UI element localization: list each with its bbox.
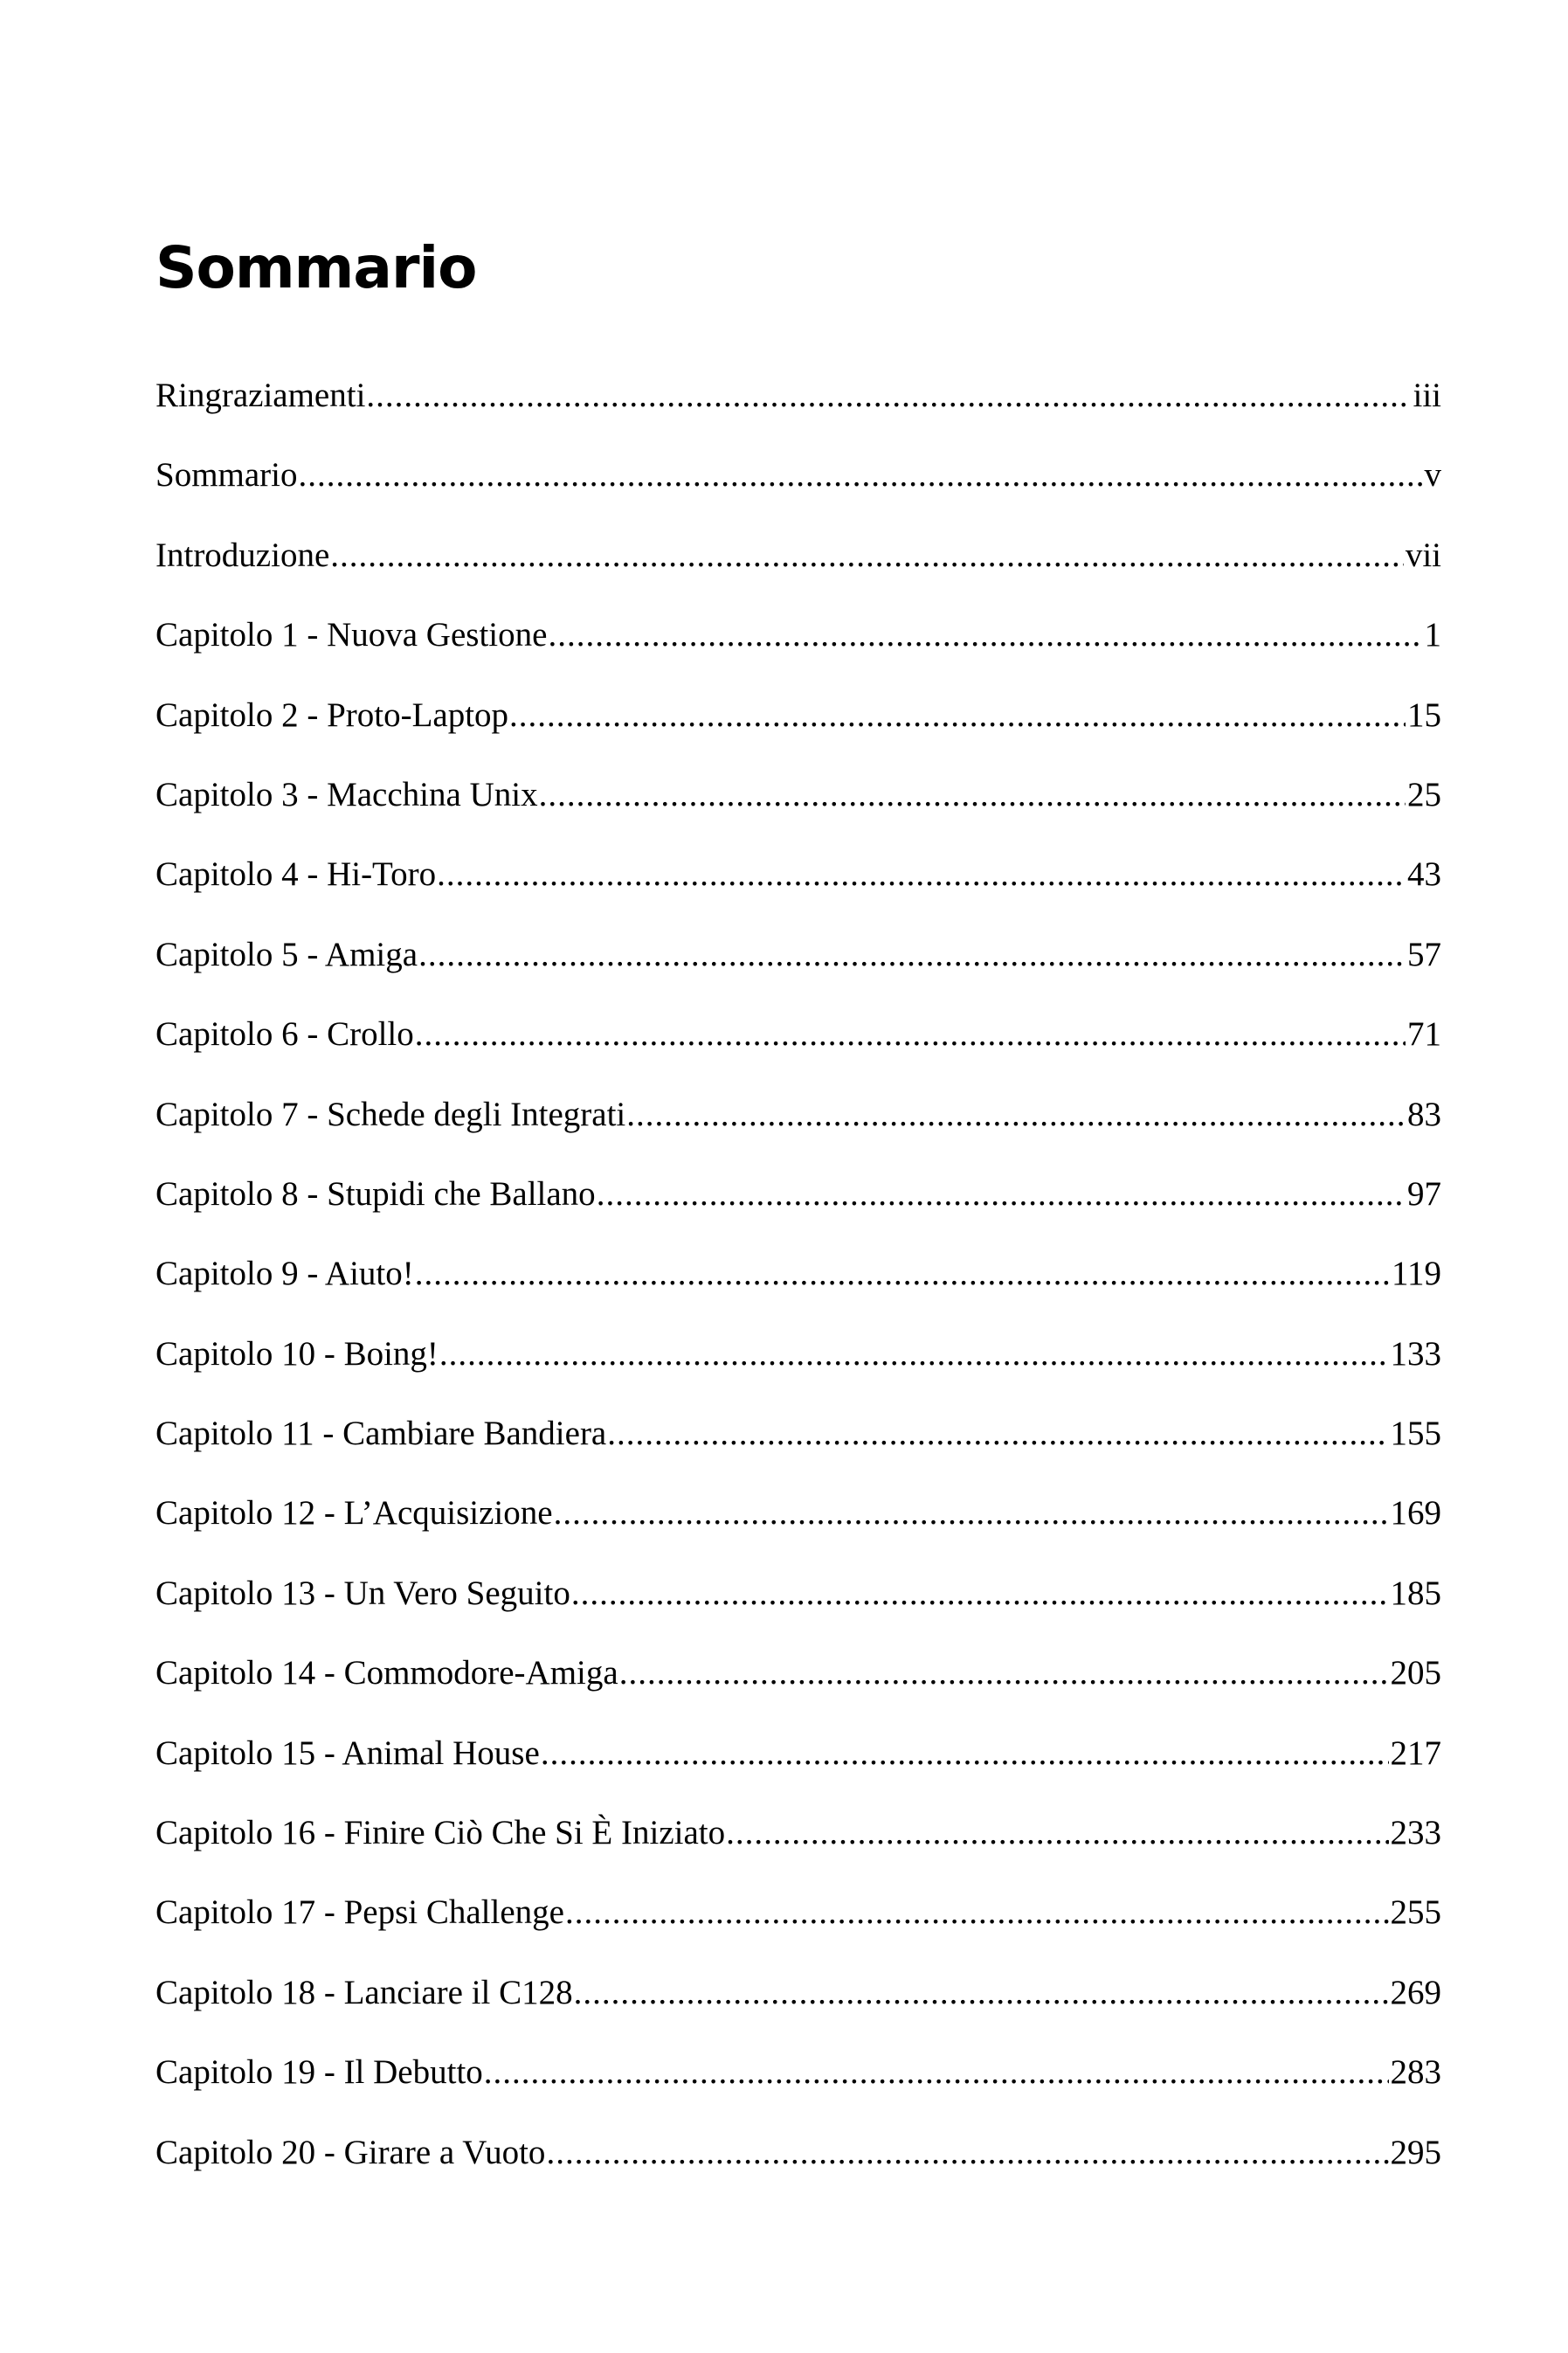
dot-leader <box>548 595 1422 675</box>
toc-entry-page-number: v <box>1424 456 1441 495</box>
toc-entry-label: Capitolo 11 - Cambiare Bandiera <box>155 1415 607 1453</box>
toc-entry <box>155 1314 1441 1394</box>
dot-leader <box>437 834 1406 914</box>
toc-entry <box>155 435 1441 515</box>
dot-leader <box>607 1394 1388 1473</box>
dot-leader <box>554 1473 1389 1553</box>
dot-leader <box>726 1793 1388 1872</box>
dot-leader <box>597 1154 1406 1234</box>
toc-entry-page-number: 25 <box>1407 775 1441 813</box>
toc-entry <box>155 516 1441 595</box>
toc-entry-label: Capitolo 19 - Il Debutto <box>155 2053 483 2092</box>
toc-entry-page-number: 57 <box>1407 935 1441 973</box>
dot-leader <box>330 516 1404 595</box>
toc-entry <box>155 994 1441 1074</box>
toc-entry-label: Introduzione <box>155 536 330 574</box>
toc-entry <box>155 1953 1441 2032</box>
toc-entry-page-number: 43 <box>1407 855 1441 894</box>
toc-entry-page-number: 169 <box>1390 1494 1441 1533</box>
toc-entry-label: Capitolo 1 - Nuova Gestione <box>155 616 548 654</box>
toc-entry-label: Capitolo 6 - Crollo <box>155 1015 414 1054</box>
toc-entry-page-number: 97 <box>1407 1174 1441 1213</box>
toc-entry-page-number: vii <box>1405 536 1441 574</box>
toc-entry-page-number: 255 <box>1390 1893 1441 1932</box>
toc-entry-label: Capitolo 2 - Proto-Laptop <box>155 696 509 734</box>
dot-leader <box>299 435 1423 515</box>
toc-entry <box>155 1872 1441 1952</box>
dot-leader <box>418 915 1406 994</box>
toc-entry-page-number: 155 <box>1390 1415 1441 1453</box>
toc-entry-page-number: 119 <box>1391 1255 1441 1293</box>
toc-entry <box>155 1234 1441 1313</box>
dot-leader <box>366 356 1411 435</box>
toc-entry-label: Capitolo 7 - Schede degli Integrati <box>155 1095 626 1133</box>
toc-entry-label: Capitolo 10 - Boing! <box>155 1334 439 1373</box>
toc-entry <box>155 2032 1441 2112</box>
toc-entry <box>155 915 1441 994</box>
toc-entry-label: Sommario <box>155 456 298 495</box>
toc-entry-label: Capitolo 9 - Aiuto! <box>155 1255 414 1293</box>
toc-entry <box>155 1394 1441 1473</box>
dot-leader <box>619 1633 1389 1713</box>
dot-leader <box>415 1234 1390 1313</box>
toc-entry <box>155 675 1441 755</box>
toc-entry-page-number: 15 <box>1407 696 1441 734</box>
toc-entry-label: Capitolo 15 - Animal House <box>155 1734 540 1772</box>
toc-entry-page-number: 217 <box>1390 1734 1441 1772</box>
toc-entry <box>155 1793 1441 1872</box>
toc-entry-page-number: 283 <box>1390 2053 1441 2092</box>
dot-leader <box>571 1554 1389 1633</box>
toc-entry-page-number: 71 <box>1407 1015 1441 1054</box>
dot-leader <box>565 1872 1389 1952</box>
toc-entry-label: Capitolo 20 - Girare a Vuoto <box>155 2133 546 2171</box>
toc-entry <box>155 1633 1441 1713</box>
toc-entry-label: Capitolo 13 - Un Vero Seguito <box>155 1574 570 1612</box>
toc-entry-page-number: iii <box>1413 377 1441 414</box>
dot-leader <box>484 2032 1389 2112</box>
table-of-contents <box>155 356 1441 2192</box>
toc-entry <box>155 595 1441 675</box>
dot-leader <box>541 1713 1389 1793</box>
toc-entry <box>155 1554 1441 1633</box>
dot-leader <box>539 755 1406 834</box>
toc-entry <box>155 1154 1441 1234</box>
dot-leader <box>626 1075 1406 1154</box>
toc-entry-label: Capitolo 3 - Macchina Unix <box>155 775 538 813</box>
toc-entry <box>155 1075 1441 1154</box>
toc-entry <box>155 2113 1441 2192</box>
toc-entry-page-number: 205 <box>1390 1654 1441 1692</box>
dot-leader <box>574 1953 1389 2032</box>
toc-entry-label: Capitolo 5 - Amiga <box>155 935 418 973</box>
toc-entry <box>155 356 1441 435</box>
dot-leader <box>415 994 1406 1074</box>
toc-entry-page-number: 269 <box>1390 1973 1441 2011</box>
toc-entry <box>155 1713 1441 1793</box>
toc-entry-label: Capitolo 8 - Stupidi che Ballano <box>155 1174 596 1213</box>
dot-leader <box>509 675 1406 755</box>
dot-leader <box>546 2113 1388 2192</box>
toc-entry-page-number: 133 <box>1390 1334 1441 1373</box>
toc-entry <box>155 834 1441 914</box>
toc-entry-page-number: 233 <box>1390 1814 1441 1852</box>
toc-entry-label: Capitolo 14 - Commodore-Amiga <box>155 1654 618 1692</box>
dot-leader <box>439 1314 1389 1394</box>
toc-entry-page-number: 185 <box>1390 1574 1441 1612</box>
toc-entry-label: Capitolo 16 - Finire Ciò Che Si È Iniziato <box>155 1814 726 1852</box>
toc-entry-page-number: 295 <box>1390 2133 1441 2171</box>
toc-entry-page-number: 1 <box>1424 616 1441 654</box>
toc-entry-page-number: 83 <box>1407 1095 1441 1133</box>
toc-entry <box>155 755 1441 834</box>
toc-entry-label: Capitolo 4 - Hi-Toro <box>155 855 437 894</box>
toc-entry-label: Capitolo 18 - Lanciare il C128 <box>155 1973 573 2011</box>
toc-entry-label: Capitolo 12 - L’Acquisizione <box>155 1494 553 1533</box>
toc-entry-label: Capitolo 17 - Pepsi Challenge <box>155 1893 564 1932</box>
toc-entry <box>155 1473 1441 1553</box>
page-title: Sommario <box>155 234 477 301</box>
toc-entry-label: Ringraziamenti <box>155 377 366 414</box>
